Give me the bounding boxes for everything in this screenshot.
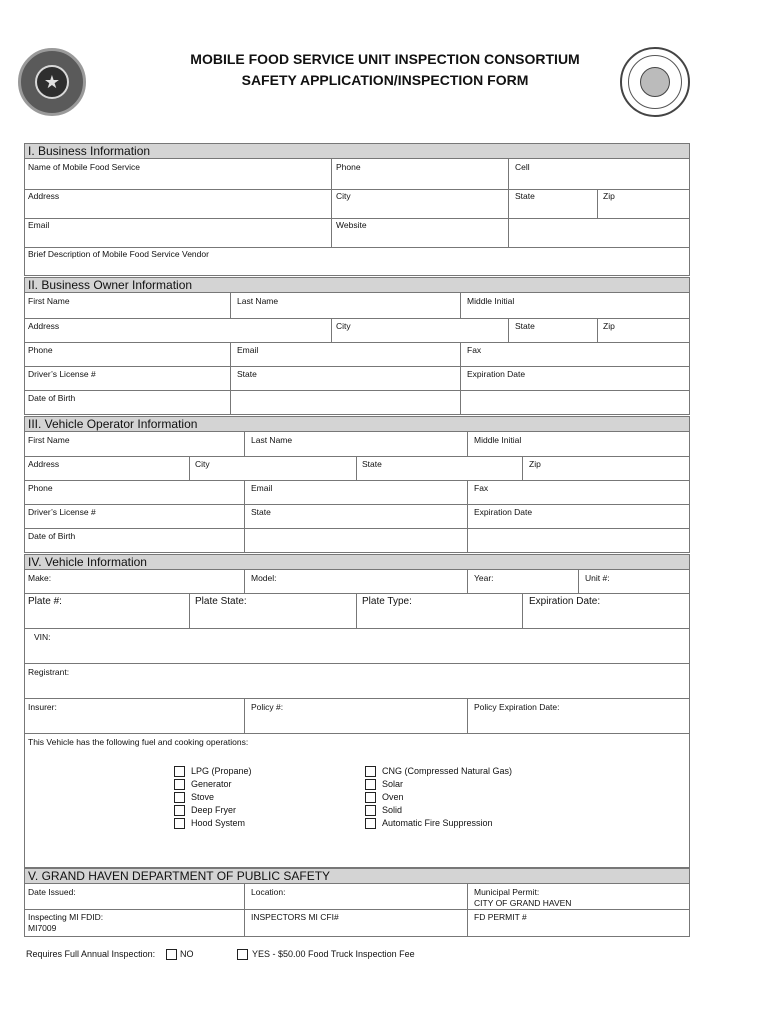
vehicle-make-field[interactable]: Make: bbox=[28, 573, 52, 583]
oven-label: Oven bbox=[382, 792, 404, 802]
business-address-field[interactable]: Address bbox=[28, 191, 60, 201]
hood-system-label: Hood System bbox=[191, 818, 246, 828]
vehicle-plate-state-field[interactable]: Plate State: bbox=[195, 596, 247, 607]
operator-license-state-field[interactable]: State bbox=[251, 507, 271, 517]
stove-checkbox[interactable] bbox=[174, 792, 185, 803]
hood-system-checkbox[interactable] bbox=[174, 818, 185, 829]
yes-checkbox[interactable] bbox=[237, 949, 248, 960]
owner-dob-field[interactable]: Date of Birth bbox=[28, 393, 76, 403]
generator-label: Generator bbox=[191, 779, 232, 789]
section3-grid bbox=[24, 431, 690, 553]
operator-license-field[interactable]: Driver’s License # bbox=[28, 507, 96, 517]
vehicle-unit-field[interactable]: Unit #: bbox=[585, 573, 610, 583]
solar-label: Solar bbox=[382, 779, 404, 789]
inspecting-fdid-field[interactable]: Inspecting MI FDID: bbox=[28, 912, 104, 922]
operator-city-field[interactable]: City bbox=[195, 459, 210, 469]
no-checkbox[interactable] bbox=[166, 949, 177, 960]
form-title-line2: SAFETY APPLICATION/INSPECTION FORM bbox=[241, 72, 529, 88]
operator-phone-field[interactable]: Phone bbox=[28, 483, 53, 493]
date-issued-field[interactable]: Date Issued: bbox=[28, 887, 76, 897]
section4-grid bbox=[24, 569, 690, 868]
municipal-permit-label: Municipal Permit: bbox=[474, 887, 540, 897]
no-label: NO bbox=[180, 949, 194, 959]
grand-haven-public-safety-logo bbox=[18, 48, 86, 116]
solar-checkbox[interactable] bbox=[365, 779, 376, 790]
operator-email-field[interactable]: Email bbox=[251, 483, 273, 493]
owner-last-name-field[interactable]: Last Name bbox=[237, 296, 279, 306]
owner-expiration-field[interactable]: Expiration Date bbox=[467, 369, 526, 379]
section5-grid bbox=[24, 883, 690, 937]
owner-first-name-field[interactable]: First Name bbox=[28, 296, 70, 306]
lpg-checkbox[interactable] bbox=[174, 766, 185, 777]
business-zip-field[interactable]: Zip bbox=[603, 191, 615, 201]
inspectors-cfi-field[interactable]: INSPECTORS MI CFI# bbox=[251, 912, 339, 922]
stove-label: Stove bbox=[191, 792, 215, 802]
owner-state-field[interactable]: State bbox=[515, 321, 535, 331]
solid-label: Solid bbox=[382, 805, 403, 815]
operator-state-field[interactable]: State bbox=[362, 459, 382, 469]
fd-permit-field[interactable]: FD PERMIT # bbox=[474, 912, 527, 922]
fire-suppression-label: Automatic Fire Suppression bbox=[382, 818, 493, 828]
vehicle-vin-field[interactable]: VIN: bbox=[34, 632, 51, 642]
logo-inner-circle bbox=[35, 65, 69, 99]
generator-checkbox[interactable] bbox=[174, 779, 185, 790]
requires-inspection-label: Requires Full Annual Inspection: bbox=[26, 949, 156, 959]
business-city-field[interactable]: City bbox=[336, 191, 351, 201]
section5-header: V. GRAND HAVEN DEPARTMENT OF PUBLIC SAFETY bbox=[24, 868, 690, 884]
owner-city-field[interactable]: City bbox=[336, 321, 351, 331]
owner-address-field[interactable]: Address bbox=[28, 321, 60, 331]
business-phone-field[interactable]: Phone bbox=[336, 162, 361, 172]
star-icon: ★ bbox=[43, 72, 61, 92]
owner-email-field[interactable]: Email bbox=[237, 345, 259, 355]
operator-middle-initial-field[interactable]: Middle Initial bbox=[474, 435, 522, 445]
fdid-value: MI7009 bbox=[28, 923, 57, 933]
vehicle-year-field[interactable]: Year: bbox=[474, 573, 494, 583]
cng-label: CNG (Compressed Natural Gas) bbox=[382, 766, 513, 776]
owner-license-field[interactable]: Driver’s License # bbox=[28, 369, 96, 379]
deep-fryer-checkbox[interactable] bbox=[174, 805, 185, 816]
cng-checkbox[interactable] bbox=[365, 766, 376, 777]
business-website-field[interactable]: Website bbox=[336, 220, 367, 230]
vehicle-expiration-field[interactable]: Expiration Date: bbox=[529, 596, 601, 607]
owner-zip-field[interactable]: Zip bbox=[603, 321, 615, 331]
vehicle-policy-expiration-field[interactable]: Policy Expiration Date: bbox=[474, 702, 560, 712]
vehicle-model-field[interactable]: Model: bbox=[251, 573, 277, 583]
municipal-permit-city: CITY OF GRAND HAVEN bbox=[474, 898, 572, 908]
yes-label: YES - $50.00 Food Truck Inspection Fee bbox=[252, 949, 415, 959]
section2-header: II. Business Owner Information bbox=[24, 277, 690, 293]
deep-fryer-label: Deep Fryer bbox=[191, 805, 237, 815]
section1-header: I. Business Information bbox=[24, 143, 690, 159]
vehicle-insurer-field[interactable]: Insurer: bbox=[28, 702, 57, 712]
vehicle-plate-type-field[interactable]: Plate Type: bbox=[362, 596, 412, 607]
vehicle-plate-field[interactable]: Plate #: bbox=[28, 596, 62, 607]
business-state-field[interactable]: State bbox=[515, 191, 535, 201]
fire-suppression-checkbox[interactable] bbox=[365, 818, 376, 829]
business-cell-field[interactable]: Cell bbox=[515, 162, 530, 172]
owner-license-state-field[interactable]: State bbox=[237, 369, 257, 379]
operator-last-name-field[interactable]: Last Name bbox=[251, 435, 293, 445]
operator-fax-field[interactable]: Fax bbox=[474, 483, 489, 493]
business-email-field[interactable]: Email bbox=[28, 220, 50, 230]
owner-fax-field[interactable]: Fax bbox=[467, 345, 482, 355]
operator-address-field[interactable]: Address bbox=[28, 459, 60, 469]
owner-phone-field[interactable]: Phone bbox=[28, 345, 53, 355]
section3-header: III. Vehicle Operator Information bbox=[24, 416, 690, 432]
fuel-operations-intro: This Vehicle has the following fuel and cooking operations: bbox=[28, 737, 249, 747]
lpg-label: LPG (Propane) bbox=[191, 766, 252, 776]
operator-first-name-field[interactable]: First Name bbox=[28, 435, 70, 445]
vehicle-policy-field[interactable]: Policy #: bbox=[251, 702, 284, 712]
business-name-field[interactable]: Name of Mobile Food Service bbox=[28, 162, 140, 172]
owner-middle-initial-field[interactable]: Middle Initial bbox=[467, 296, 515, 306]
location-field[interactable]: Location: bbox=[251, 887, 286, 897]
section4-header: IV. Vehicle Information bbox=[24, 554, 690, 570]
form-title-line1: MOBILE FOOD SERVICE UNIT INSPECTION CONSORTIUM bbox=[190, 51, 580, 67]
solid-checkbox[interactable] bbox=[365, 805, 376, 816]
vehicle-registrant-field[interactable]: Registrant: bbox=[28, 667, 70, 677]
operator-zip-field[interactable]: Zip bbox=[529, 459, 541, 469]
business-description-field[interactable]: Brief Description of Mobile Food Service Vendor bbox=[28, 249, 209, 259]
operator-dob-field[interactable]: Date of Birth bbox=[28, 531, 76, 541]
oven-checkbox[interactable] bbox=[365, 792, 376, 803]
operator-expiration-field[interactable]: Expiration Date bbox=[474, 507, 533, 517]
section2-grid bbox=[24, 292, 690, 415]
